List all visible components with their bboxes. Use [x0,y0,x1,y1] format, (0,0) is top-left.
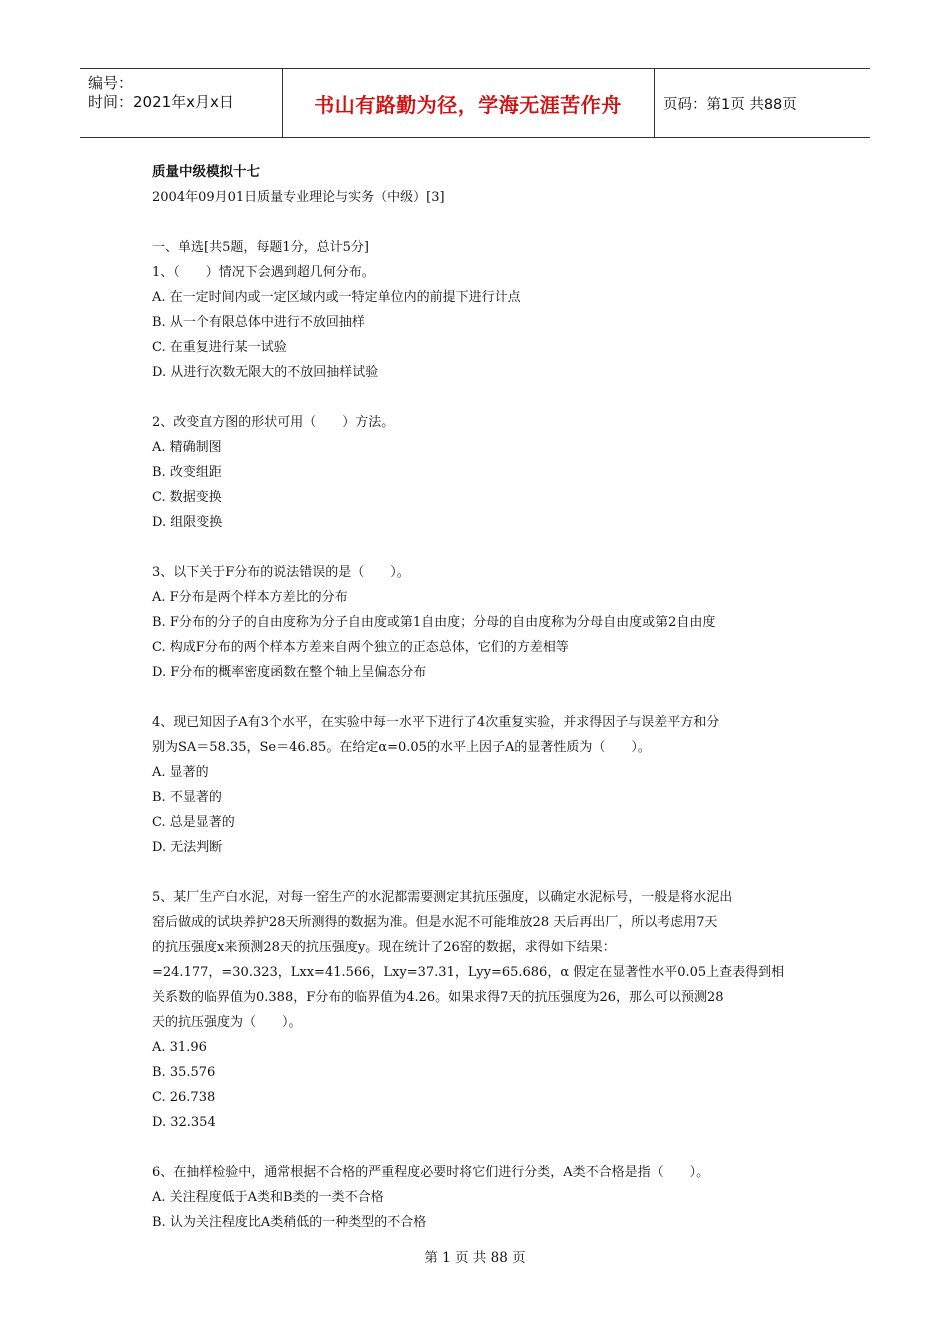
header-meta [80,69,282,137]
header-number: 编号： [88,74,134,92]
answer-option: C. 构成F分布的两个样本方差来自两个独立的正态总体，它们的方差相等 [152,640,569,655]
answer-option: B. 不显著的 [152,790,222,805]
answer-option: C. 在重复进行某一试验 [152,340,287,355]
doc-subtitle: 2004年09月01日质量专业理论与实务（中级）[3] [152,190,445,205]
answer-option: A. 精确制图 [152,440,222,455]
answer-option: B. 从一个有限总体中进行不放回抽样 [152,315,365,330]
answer-option: A. 关注程度低于A类和B类的一类不合格 [152,1190,384,1205]
question-stem: 别为SA＝58.35，Se＝46.85。在给定α=0.05的水平上因子A的显著性质为（ ）。 [152,740,651,755]
question-6 [152,1160,852,1235]
answer-option: A. 在一定时间内或一定区域内或一特定单位内的前提下进行计点 [152,290,521,305]
question-stem: 4、现已知因子A有3个水平，在实验中每一水平下进行了4次重复实验，并求得因子与误差平方和分 [152,715,720,730]
question-stem: 2、改变直方图的形状可用（ ）方法。 [152,415,395,430]
answer-option: B. 认为关注程度比A类稍低的一种类型的不合格 [152,1215,427,1230]
answer-option: B. 改变组距 [152,465,222,480]
document-body [152,160,852,1235]
question-5 [152,885,852,1160]
question-4 [152,710,852,885]
question-stem: 5、某厂生产白水泥，对每一窑生产的水泥都需要测定其抗压强度，以确定水泥标号，一般是将水泥出 [152,890,733,905]
header-page-number: 页码：第1页 共88页 [663,96,797,113]
answer-option: A. 31.96 [152,1040,207,1055]
answer-option: A. 显著的 [152,765,209,780]
answer-option: C. 数据变换 [152,490,222,505]
answer-option: D. 无法判断 [152,840,223,855]
answer-option: C. 26.738 [152,1090,216,1105]
header-divider [654,69,655,137]
header-time: 时间：2021年x月x日 [88,93,234,111]
document-header [80,68,870,138]
section-heading: 一、单选[共5题，每题1分，总计5分] [152,240,369,255]
answer-option: D. 32.354 [152,1115,216,1130]
header-motto: 书山有路勤为径，学海无涯苦作舟 [314,92,622,117]
question-stem: 的抗压强度x来预测28天的抗压强度y。现在统计了26窑的数据，求得如下结果： [152,940,616,955]
answer-option: C. 总是显著的 [152,815,235,830]
question-2 [152,410,852,560]
answer-option: D. 从进行次数无限大的不放回抽样试验 [152,365,379,380]
answer-option: A. F分布是两个样本方差比的分布 [152,590,348,605]
page-footer: 第 1 页 共 88 页 [424,1250,526,1266]
question-stem: 1、（ ）情况下会遇到超几何分布。 [152,265,375,280]
answer-option: B. F分布的分子的自由度称为分子自由度或第1自由度；分母的自由度称为分母自由度或第2自由度 [152,615,716,630]
question-list [152,260,852,1235]
answer-option: D. 组限变换 [152,515,223,530]
question-stem: 关系数的临界值为0.388，F分布的临界值为4.26。如果求得7天的抗压强度为26，那么可以预测28 [152,990,724,1005]
question-1 [152,260,852,410]
question-stem: 窑后做成的试块养护28天所测得的数据为准。但是水泥不可能堆放28 天后再出厂，所以考虑用7天 [152,915,718,930]
doc-title: 质量中级模拟十七 [152,164,260,180]
question-3 [152,560,852,710]
answer-option: B. 35.576 [152,1065,216,1080]
question-stem: 6、在抽样检验中，通常根据不合格的严重程度必要时将它们进行分类，A类不合格是指（ ）。 [152,1165,710,1180]
question-stem: 3、以下关于F分布的说法错误的是（ ）。 [152,565,410,580]
question-stem: =24.177，=30.323，Lxx=41.566，Lxy=37.31，Lyy=65.686，α 假定在显著性水平0.05上查表得到相 [152,965,785,980]
answer-option: D. F分布的概率密度函数在整个轴上呈偏态分布 [152,665,427,680]
question-stem: 天的抗压强度为（ ）。 [152,1015,302,1030]
